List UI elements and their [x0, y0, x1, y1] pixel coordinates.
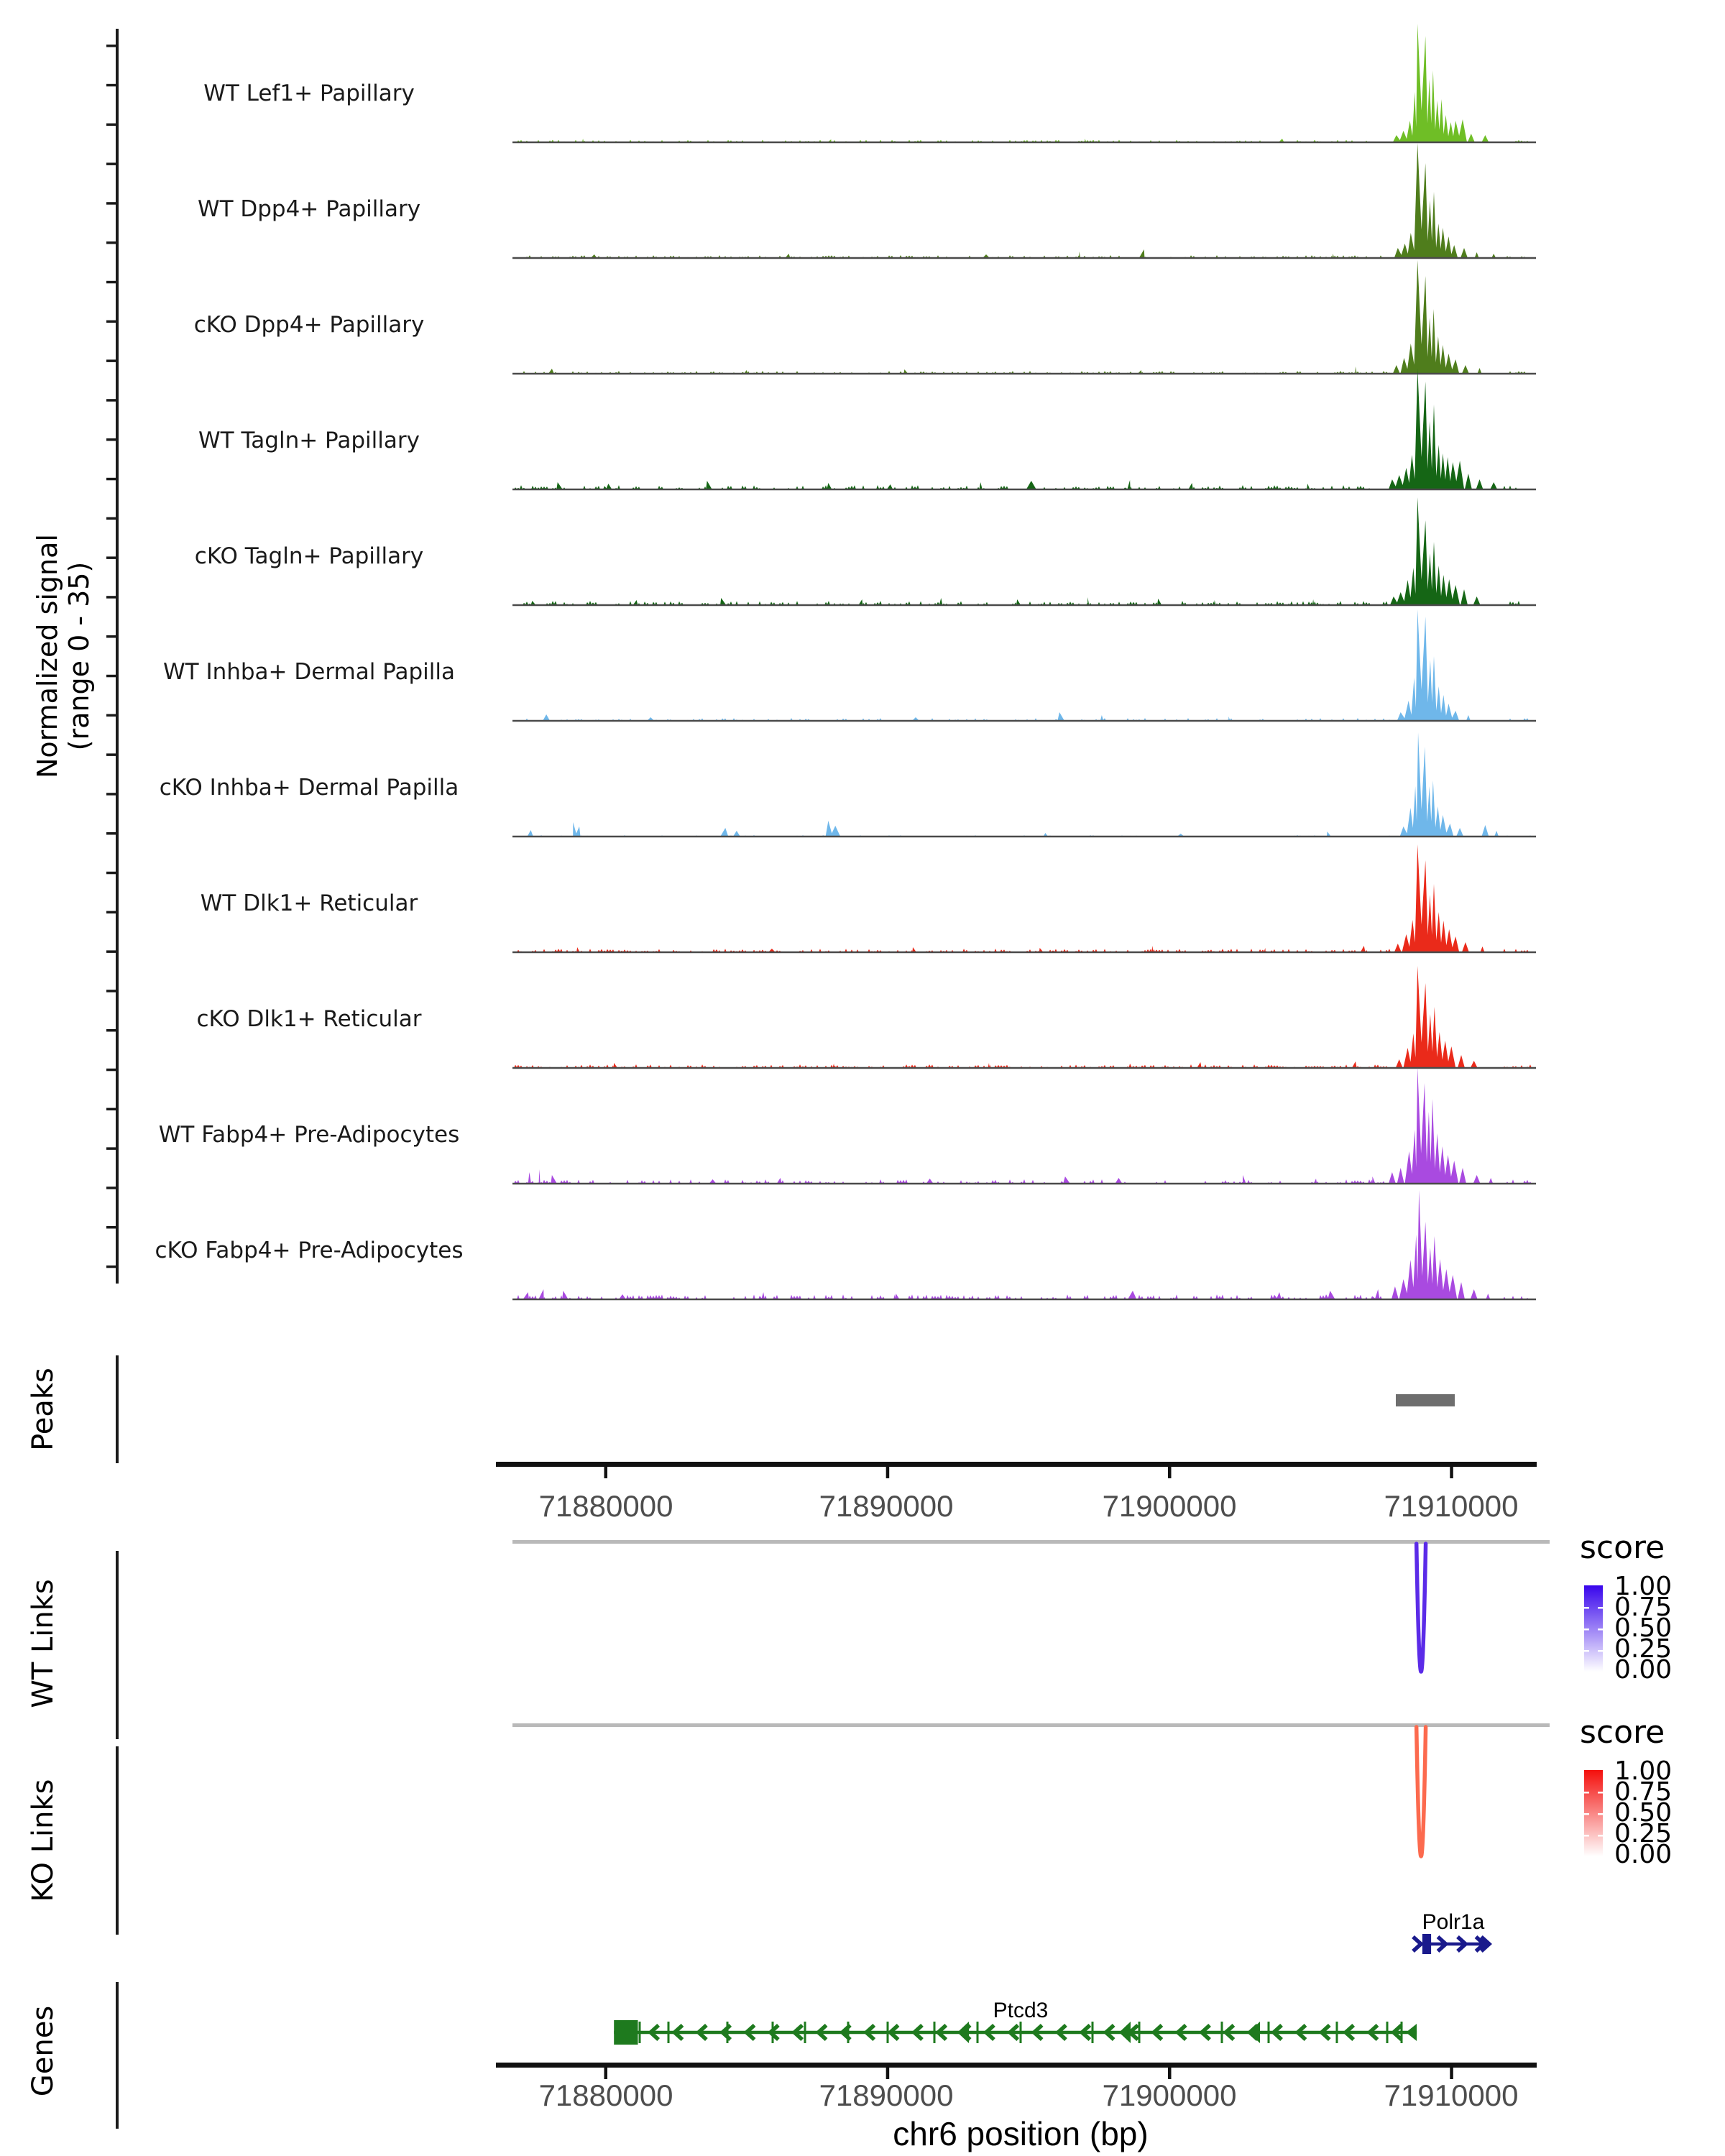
coverage-track-8: [512, 966, 1536, 1068]
bottom-axis-tick-71910000: 71910000: [1384, 2078, 1519, 2112]
bottom-axis-tick-71900000: 71900000: [1102, 2078, 1237, 2112]
ko-score-tick-025: 0.25: [1614, 1819, 1673, 1848]
wt-score-tick-075: 0.75: [1614, 1593, 1673, 1622]
coverage-track-2: [512, 260, 1536, 374]
coverage-track-10: [512, 1190, 1536, 1299]
track-label-cko-dlk1: cKO Dlk1+ Reticular: [196, 1006, 422, 1032]
peaks-section-label: Peaks: [27, 1368, 60, 1451]
ko-score-gradient: [1584, 1770, 1603, 1856]
coverage-track-3: [512, 369, 1536, 489]
gene-label-polr1a: Polr1a: [1422, 1910, 1485, 1934]
track-label-wt-fabp4: WT Fabp4+ Pre-Adipocytes: [158, 1122, 460, 1148]
coverage-track-4: [512, 497, 1536, 605]
mid-axis-tick-71880000: 71880000: [538, 1489, 673, 1523]
gene-polr1a-glyph: [1413, 1934, 1490, 1954]
coverage-track-5: [512, 609, 1536, 721]
wt-score-tick-050: 0.50: [1614, 1613, 1673, 1643]
bottom-genomic-axis: [496, 2063, 1537, 2079]
mid-genomic-axis: [496, 1462, 1537, 1478]
ko-links-section-label: KO Links: [27, 1779, 60, 1902]
track-label-wt-dpp4: WT Dpp4+ Papillary: [197, 196, 421, 222]
wt-score-gradient: [1584, 1585, 1603, 1672]
ko-score-legend-title: score: [1580, 1714, 1665, 1751]
track-label-wt-lef1: WT Lef1+ Papillary: [203, 80, 415, 106]
wt-links-section-label: WT Links: [27, 1579, 60, 1708]
coverage-track-9: [512, 1067, 1536, 1184]
wt-score-tick-100: 1.00: [1614, 1572, 1673, 1601]
ko-links-panel: [116, 1723, 1550, 1935]
y-axis-label-line1: Normalized signal: [32, 534, 63, 778]
track-label-wt-dlk1: WT Dlk1+ Reticular: [200, 890, 418, 916]
coverage-track-0: [512, 24, 1536, 142]
coverage-track-7: [512, 844, 1536, 952]
mid-axis-tick-71910000: 71910000: [1384, 1489, 1519, 1523]
bottom-axis-tick-71890000: 71890000: [819, 2078, 954, 2112]
ko-score-tick-100: 1.00: [1614, 1756, 1673, 1786]
track-label-wt-tagln: WT Tagln+ Papillary: [198, 428, 420, 453]
y-axis-label: [32, 405, 95, 908]
wt-score-tick-000: 0.00: [1614, 1655, 1673, 1685]
wt-link-arc: [1417, 1544, 1426, 1672]
coverage-track-1: [512, 143, 1536, 258]
mid-axis-tick-71900000: 71900000: [1102, 1489, 1237, 1523]
wt-links-panel: [116, 1540, 1550, 1739]
peak-interval: [1396, 1394, 1455, 1406]
ko-score-tick-075: 0.75: [1614, 1777, 1673, 1807]
y-axis-label-line2: (range 0 - 35): [63, 561, 95, 751]
bottom-axis-tick-71880000: 71880000: [538, 2078, 673, 2112]
peaks-track: [116, 1355, 1455, 1463]
ko-link-arc: [1417, 1727, 1426, 1856]
ko-score-tick-000: 0.00: [1614, 1840, 1673, 1869]
ko-score-tick-050: 0.50: [1614, 1798, 1673, 1828]
x-axis-title: chr6 position (bp): [893, 2115, 1149, 2152]
wt-score-legend-title: score: [1580, 1529, 1665, 1566]
coverage-track-6: [512, 732, 1536, 837]
mid-axis-tick-71890000: 71890000: [819, 1489, 954, 1523]
genes-section-label: Genes: [27, 2005, 60, 2097]
track-label-cko-fabp4: cKO Fabp4+ Pre-Adipocytes: [155, 1238, 464, 1263]
gene-ptcd3-glyph: [614, 2020, 1417, 2045]
track-label-cko-tagln: cKO Tagln+ Papillary: [194, 543, 424, 569]
track-label-wt-inhba: WT Inhba+ Dermal Papilla: [163, 659, 455, 685]
track-label-cko-inhba: cKO Inhba+ Dermal Papilla: [159, 775, 459, 801]
track-label-cko-dpp4: cKO Dpp4+ Papillary: [193, 312, 425, 338]
wt-score-tick-025: 0.25: [1614, 1634, 1673, 1664]
gene-label-ptcd3: Ptcd3: [993, 1999, 1049, 2022]
